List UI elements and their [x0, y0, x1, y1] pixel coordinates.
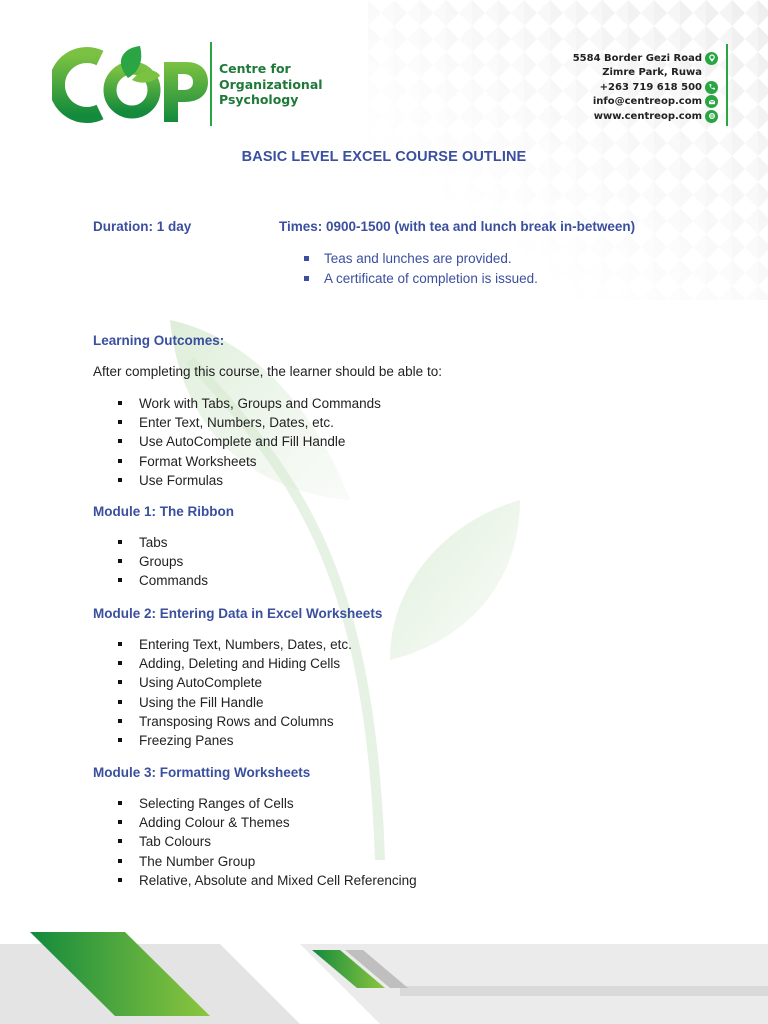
list-item: Entering Text, Numbers, Dates, etc. [116, 637, 352, 656]
list-item: Work with Tabs, Groups and Commands [116, 396, 381, 415]
phone-icon [705, 81, 718, 94]
list-item: Groups [116, 554, 208, 573]
list-item: Use Formulas [116, 473, 381, 492]
times-label: Times: 0900-1500 (with tea and lunch break in-between) [279, 219, 636, 234]
org-name-line: Centre for [219, 61, 291, 76]
module-2-list [116, 637, 352, 752]
duration-label: Duration: 1 day [93, 219, 192, 234]
intro-text: After completing this course, the learner should be able to: [93, 364, 442, 379]
email-icon [705, 95, 718, 108]
list-item: Selecting Ranges of Cells [116, 796, 417, 815]
list-item: Freezing Panes [116, 733, 352, 752]
list-item: The Number Group [116, 854, 417, 873]
list-item: Commands [116, 573, 208, 592]
module-3-list [116, 796, 417, 892]
logo-divider [210, 42, 212, 126]
list-item: Tab Colours [116, 834, 417, 853]
location-pin-icon [705, 52, 718, 65]
list-item: Format Worksheets [116, 454, 381, 473]
contact-phone: +263 719 618 500 [573, 80, 718, 94]
contact-divider [726, 44, 728, 126]
contact-address-line2: Zimre Park, Ruwa [602, 67, 702, 78]
module-3-heading: Module 3: Formatting Worksheets [93, 765, 311, 780]
org-name-line: Psychology [219, 92, 299, 107]
contact-address: 5584 Border Gezi Road [573, 51, 718, 65]
list-item: Using AutoComplete [116, 675, 352, 694]
module-1-list [116, 535, 208, 593]
outcomes-list [116, 396, 381, 492]
document-title: BASIC LEVEL EXCEL COURSE OUTLINE [241, 149, 527, 165]
footer-banner [0, 924, 768, 1024]
contact-email: info@centreop.com [573, 95, 718, 109]
org-name-line: Organizational [219, 76, 323, 92]
list-item: Transposing Rows and Columns [116, 714, 352, 733]
module-2-heading: Module 2: Entering Data in Excel Worksheets [93, 606, 383, 621]
contact-block [573, 51, 718, 124]
list-item: A certificate of completion is issued. [302, 271, 538, 291]
web-icon [705, 110, 718, 123]
list-item: Use AutoComplete and Fill Handle [116, 434, 381, 453]
organization-name [219, 61, 323, 108]
list-item: Relative, Absolute and Mixed Cell Referencing [116, 873, 417, 892]
contact-website: www.centreop.com [573, 109, 718, 123]
list-item: Adding, Deleting and Hiding Cells [116, 656, 352, 675]
learning-outcomes-heading: Learning Outcomes: [93, 333, 225, 348]
module-1-heading: Module 1: The Ribbon [93, 504, 234, 519]
list-item: Adding Colour & Themes [116, 815, 417, 834]
list-item: Teas and lunches are provided. [302, 251, 538, 271]
list-item: Using the Fill Handle [116, 695, 352, 714]
cop-logo [52, 40, 212, 130]
notes-list [302, 251, 538, 290]
list-item: Tabs [116, 535, 208, 554]
list-item: Enter Text, Numbers, Dates, etc. [116, 415, 381, 434]
